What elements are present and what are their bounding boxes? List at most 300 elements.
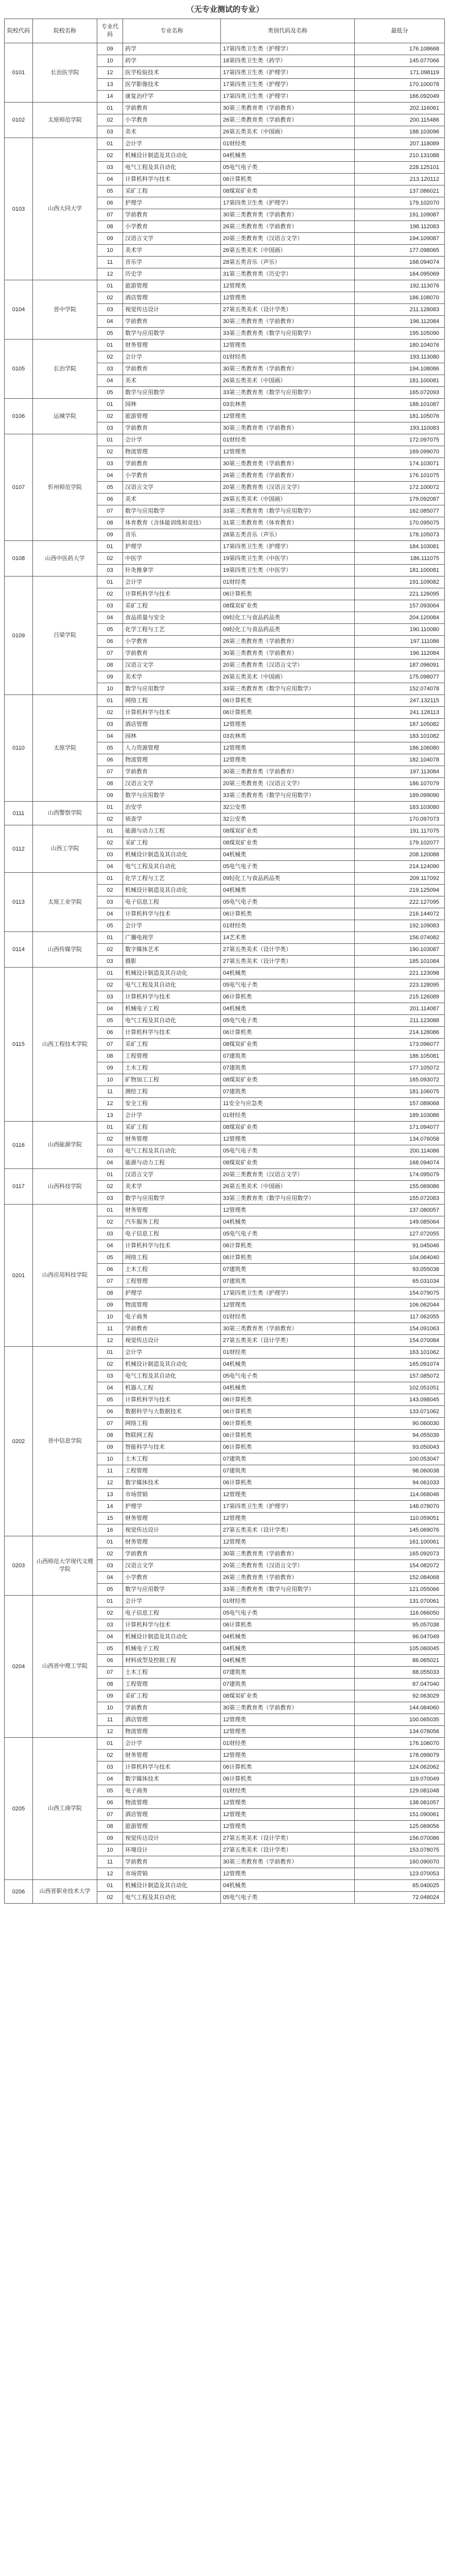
category-cell: 01财经类 xyxy=(221,920,355,932)
major-code-cell: 02 xyxy=(97,707,123,719)
major-code-cell: 02 xyxy=(97,814,123,825)
category-cell: 01财经类 xyxy=(221,1347,355,1359)
category-cell: 27第五类美术（设计学类） xyxy=(221,956,355,968)
major-name-cell: 计算机科学与技术 xyxy=(123,174,221,185)
major-name-cell: 市场营销 xyxy=(123,1489,221,1501)
min-score-cell: 165.091074 xyxy=(355,1359,445,1370)
major-name-cell: 计算机科学与技术 xyxy=(123,908,221,920)
category-cell: 26第五类美术（中国画） xyxy=(221,494,355,505)
major-name-cell: 康复治疗学 xyxy=(123,91,221,103)
min-score-cell: 88.055033 xyxy=(355,1667,445,1679)
school-name-cell: 长治医学院 xyxy=(33,43,97,103)
major-code-cell: 09 xyxy=(97,790,123,802)
major-code-cell: 04 xyxy=(97,375,123,387)
min-score-cell: 154.079075 xyxy=(355,1287,445,1299)
school-code-cell: 0101 xyxy=(5,43,33,103)
min-score-cell: 171.094077 xyxy=(355,1122,445,1133)
major-code-cell: 02 xyxy=(97,1548,123,1560)
min-score-cell: 93.050043 xyxy=(355,1442,445,1453)
major-name-cell: 音乐 xyxy=(123,529,221,541)
header-category: 类别代码及名称 xyxy=(221,19,355,43)
min-score-cell: 173.096077 xyxy=(355,1039,445,1050)
school-code-cell: 0115 xyxy=(5,968,33,1122)
min-score-cell: 200.114086 xyxy=(355,1145,445,1157)
category-cell: 33第三类教育类（数学与应用数学） xyxy=(221,1584,355,1596)
min-score-cell: 185.101084 xyxy=(355,956,445,968)
major-name-cell: 采矿工程 xyxy=(123,1690,221,1702)
major-code-cell: 03 xyxy=(97,600,123,612)
min-score-cell: 195.105090 xyxy=(355,328,445,340)
major-name-cell: 物流管理 xyxy=(123,1797,221,1809)
major-name-cell: 体育教育（含体能训练和竞技） xyxy=(123,517,221,529)
min-score-cell: 200.115486 xyxy=(355,114,445,126)
min-score-cell: 125.069056 xyxy=(355,1821,445,1833)
category-cell: 20第三类教育类（汉语言文学） xyxy=(221,778,355,790)
major-code-cell: 10 xyxy=(97,245,123,257)
min-score-cell: 104.064040 xyxy=(355,1252,445,1264)
min-score-cell: 155.072083 xyxy=(355,1193,445,1205)
table-row xyxy=(5,695,445,707)
major-name-cell: 数学与应用数学 xyxy=(123,387,221,399)
min-score-cell: 96.047049 xyxy=(355,1631,445,1643)
major-name-cell: 电子商务 xyxy=(123,1785,221,1797)
table-row xyxy=(5,968,445,979)
min-score-cell: 170.095075 xyxy=(355,517,445,529)
major-code-cell: 09 xyxy=(97,529,123,541)
major-code-cell: 09 xyxy=(97,1833,123,1844)
major-name-cell: 会计学 xyxy=(123,138,221,150)
category-cell: 30第三类教育类（学前教育） xyxy=(221,1548,355,1560)
major-code-cell: 03 xyxy=(97,849,123,861)
category-cell: 12管理类 xyxy=(221,340,355,351)
category-cell: 17第四类卫生类（护理学） xyxy=(221,67,355,79)
school-code-cell: 0107 xyxy=(5,434,33,541)
school-code-cell: 0203 xyxy=(5,1536,33,1596)
min-score-cell: 151.090061 xyxy=(355,1809,445,1821)
major-name-cell: 美术学 xyxy=(123,671,221,683)
major-code-cell: 04 xyxy=(97,1572,123,1584)
category-cell: 07建筑类 xyxy=(221,1465,355,1477)
min-score-cell: 192.113076 xyxy=(355,280,445,292)
min-score-cell: 98.060038 xyxy=(355,1465,445,1477)
category-cell: 33第三类教育类（数学与应用数学） xyxy=(221,328,355,340)
category-cell: 07建筑类 xyxy=(221,1086,355,1098)
school-name-cell: 山西晋中理工学院 xyxy=(33,1596,97,1738)
major-name-cell: 物流管理 xyxy=(123,446,221,458)
min-score-cell: 164.095069 xyxy=(355,268,445,280)
major-name-cell: 药学 xyxy=(123,55,221,67)
major-name-cell: 汽车服务工程 xyxy=(123,1216,221,1228)
major-code-cell: 01 xyxy=(97,802,123,814)
major-code-cell: 14 xyxy=(97,1501,123,1513)
major-code-cell: 01 xyxy=(97,1169,123,1181)
min-score-cell: 186.107079 xyxy=(355,778,445,790)
major-name-cell: 采矿工程 xyxy=(123,1039,221,1050)
category-cell: 01财经类 xyxy=(221,138,355,150)
major-name-cell: 园林 xyxy=(123,731,221,742)
category-cell: 12管理类 xyxy=(221,1714,355,1726)
major-name-cell: 学前教育 xyxy=(123,1548,221,1560)
category-cell: 12管理类 xyxy=(221,292,355,304)
major-name-cell: 酒店管理 xyxy=(123,1809,221,1821)
category-cell: 01财经类 xyxy=(221,351,355,363)
major-code-cell: 10 xyxy=(97,1311,123,1323)
major-code-cell: 02 xyxy=(97,1133,123,1145)
category-cell: 12管理类 xyxy=(221,754,355,766)
major-name-cell: 视觉传达设计 xyxy=(123,1833,221,1844)
major-name-cell: 视觉传达设计 xyxy=(123,1524,221,1536)
major-name-cell: 园林 xyxy=(123,399,221,411)
min-score-cell: 172.100072 xyxy=(355,482,445,494)
category-cell: 17第四类卫生类（护理学） xyxy=(221,43,355,55)
major-name-cell: 机械设计制造及其自动化 xyxy=(123,849,221,861)
major-name-cell: 数学与应用数学 xyxy=(123,1584,221,1596)
major-name-cell: 工程管理 xyxy=(123,1276,221,1287)
major-code-cell: 05 xyxy=(97,1252,123,1264)
school-code-cell: 0105 xyxy=(5,340,33,399)
header-school-name: 院校名称 xyxy=(33,19,97,43)
category-cell: 20第三类教育类（汉语言文学） xyxy=(221,1560,355,1572)
min-score-cell: 169.099070 xyxy=(355,446,445,458)
major-code-cell: 04 xyxy=(97,1773,123,1785)
major-name-cell: 人力资源管理 xyxy=(123,742,221,754)
min-score-cell: 171.098119 xyxy=(355,67,445,79)
major-code-cell: 02 xyxy=(97,1216,123,1228)
min-score-cell: 157.093064 xyxy=(355,600,445,612)
min-score-cell: 137.080057 xyxy=(355,1205,445,1216)
category-cell: 17第四类卫生类（护理学） xyxy=(221,1287,355,1299)
header-major-name: 专业名称 xyxy=(123,19,221,43)
category-cell: 04机械类 xyxy=(221,1643,355,1655)
table-row xyxy=(5,825,445,837)
category-cell: 30第三类教育类（学前教育） xyxy=(221,458,355,470)
category-cell: 20第三类教育类（汉语言文学） xyxy=(221,659,355,671)
table-row xyxy=(5,1536,445,1548)
min-score-cell: 197.111086 xyxy=(355,636,445,648)
school-name-cell: 山西应用科技学院 xyxy=(33,1205,97,1347)
major-name-cell: 能源与动力工程 xyxy=(123,825,221,837)
min-score-cell: 172.097075 xyxy=(355,434,445,446)
major-code-cell: 05 xyxy=(97,1785,123,1797)
major-code-cell: 15 xyxy=(97,1513,123,1524)
major-code-cell: 02 xyxy=(97,979,123,991)
major-code-cell: 01 xyxy=(97,1880,123,1892)
category-cell: 01财经类 xyxy=(221,434,355,446)
min-score-cell: 179.102077 xyxy=(355,837,445,849)
min-score-cell: 165.092073 xyxy=(355,1548,445,1560)
min-score-cell: 152.084068 xyxy=(355,1572,445,1584)
major-name-cell: 数学与应用数学 xyxy=(123,683,221,695)
category-cell: 33第三类教育类（数学与应用数学） xyxy=(221,683,355,695)
major-name-cell: 小学教育 xyxy=(123,470,221,482)
category-cell: 27第五类美术（设计学类） xyxy=(221,1335,355,1347)
major-code-cell: 03 xyxy=(97,565,123,577)
school-name-cell: 山西警察学院 xyxy=(33,802,97,825)
major-name-cell: 财务管理 xyxy=(123,1536,221,1548)
major-name-cell: 计算机科学与技术 xyxy=(123,1394,221,1406)
major-name-cell: 矿物加工工程 xyxy=(123,1074,221,1086)
major-name-cell: 电气工程及其自动化 xyxy=(123,1370,221,1382)
min-score-cell: 154.091063 xyxy=(355,1323,445,1335)
min-score-cell: 193.110083 xyxy=(355,422,445,434)
school-code-cell: 0205 xyxy=(5,1738,33,1880)
major-code-cell: 06 xyxy=(97,754,123,766)
major-name-cell: 土木工程 xyxy=(123,1667,221,1679)
min-score-cell: 175.098077 xyxy=(355,671,445,683)
min-score-cell: 116.066050 xyxy=(355,1607,445,1619)
category-cell: 03农林类 xyxy=(221,399,355,411)
min-score-cell: 155.069086 xyxy=(355,1181,445,1193)
category-cell: 06计算机类 xyxy=(221,1394,355,1406)
major-name-cell: 土木工程 xyxy=(123,1453,221,1465)
min-score-cell: 166.092049 xyxy=(355,91,445,103)
major-code-cell: 03 xyxy=(97,458,123,470)
major-code-cell: 03 xyxy=(97,1761,123,1773)
category-cell: 17第四类卫生类（护理学） xyxy=(221,197,355,209)
category-cell: 05电气电子类 xyxy=(221,896,355,908)
major-code-cell: 08 xyxy=(97,221,123,233)
min-score-cell: 160.090070 xyxy=(355,1856,445,1868)
major-code-cell: 03 xyxy=(97,126,123,138)
major-code-cell: 01 xyxy=(97,1596,123,1607)
category-cell: 12管理类 xyxy=(221,1868,355,1880)
min-score-cell: 216.144072 xyxy=(355,908,445,920)
min-score-cell: 204.120084 xyxy=(355,612,445,624)
major-name-cell: 市场营销 xyxy=(123,1868,221,1880)
category-cell: 30第三类教育类（学前教育） xyxy=(221,766,355,778)
major-name-cell: 视觉传达设计 xyxy=(123,304,221,316)
min-score-cell: 186.105081 xyxy=(355,1050,445,1062)
major-code-cell: 04 xyxy=(97,612,123,624)
min-score-cell: 154.070084 xyxy=(355,1335,445,1347)
school-name-cell: 吕梁学院 xyxy=(33,577,97,695)
category-cell: 27第五类美术（设计学类） xyxy=(221,944,355,956)
major-name-cell: 会计学 xyxy=(123,577,221,588)
major-code-cell: 01 xyxy=(97,695,123,707)
min-score-cell: 87.047040 xyxy=(355,1679,445,1690)
school-code-cell: 0206 xyxy=(5,1880,33,1904)
min-score-cell: 154.082072 xyxy=(355,1560,445,1572)
category-cell: 06计算机类 xyxy=(221,1418,355,1430)
major-name-cell: 电气工程及其自动化 xyxy=(123,162,221,174)
category-cell: 26第三类教育类（学前教育） xyxy=(221,470,355,482)
category-cell: 30第三类教育类（学前教育） xyxy=(221,316,355,328)
table-row xyxy=(5,1880,445,1892)
major-name-cell: 旅游管理 xyxy=(123,280,221,292)
min-score-cell: 182.104078 xyxy=(355,754,445,766)
category-cell: 04机械类 xyxy=(221,1631,355,1643)
major-code-cell: 02 xyxy=(97,1359,123,1370)
major-code-cell: 06 xyxy=(97,197,123,209)
min-score-cell: 211.128083 xyxy=(355,304,445,316)
major-code-cell: 01 xyxy=(97,577,123,588)
table-body xyxy=(5,43,445,1904)
category-cell: 08煤炭矿业类 xyxy=(221,1122,355,1133)
header-min-score: 最低分 xyxy=(355,19,445,43)
category-cell: 06计算机类 xyxy=(221,1761,355,1773)
category-cell: 05电气电子类 xyxy=(221,1228,355,1240)
category-cell: 30第三类教育类（学前教育） xyxy=(221,1856,355,1868)
min-score-cell: 179.102070 xyxy=(355,197,445,209)
major-code-cell: 10 xyxy=(97,683,123,695)
category-cell: 04机械类 xyxy=(221,885,355,896)
category-cell: 07建筑类 xyxy=(221,1062,355,1074)
min-score-cell: 181.106075 xyxy=(355,1086,445,1098)
major-name-cell: 会计学 xyxy=(123,1110,221,1122)
category-cell: 08煤炭矿业类 xyxy=(221,825,355,837)
min-score-cell: 163.101062 xyxy=(355,1347,445,1359)
major-name-cell: 药学 xyxy=(123,43,221,55)
min-score-cell: 194.109087 xyxy=(355,233,445,245)
min-score-cell: 198.112083 xyxy=(355,221,445,233)
category-cell: 07建筑类 xyxy=(221,1276,355,1287)
major-name-cell: 酒店管理 xyxy=(123,292,221,304)
min-score-cell: 178.105073 xyxy=(355,529,445,541)
min-score-cell: 131.070061 xyxy=(355,1596,445,1607)
major-code-cell: 01 xyxy=(97,340,123,351)
category-cell: 12管理类 xyxy=(221,1797,355,1809)
table-row xyxy=(5,340,445,351)
min-score-cell: 114.068046 xyxy=(355,1489,445,1501)
category-cell: 12管理类 xyxy=(221,1513,355,1524)
min-score-cell: 157.085072 xyxy=(355,1370,445,1382)
school-code-cell: 0117 xyxy=(5,1169,33,1205)
category-cell: 06计算机类 xyxy=(221,695,355,707)
header-school-code: 院校代码 xyxy=(5,19,33,43)
category-cell: 06计算机类 xyxy=(221,588,355,600)
category-cell: 08煤炭矿业类 xyxy=(221,1690,355,1702)
category-cell: 12管理类 xyxy=(221,1299,355,1311)
major-name-cell: 电气工程及其自动化 xyxy=(123,1892,221,1904)
category-cell: 30第三类教育类（学前教育） xyxy=(221,1323,355,1335)
min-score-cell: 124.062062 xyxy=(355,1761,445,1773)
major-name-cell: 学前教育 xyxy=(123,1323,221,1335)
min-score-cell: 117.062055 xyxy=(355,1311,445,1323)
category-cell: 12管理类 xyxy=(221,742,355,754)
min-score-cell: 213.120112 xyxy=(355,174,445,185)
min-score-cell: 93.055038 xyxy=(355,1264,445,1276)
min-score-cell: 176.108668 xyxy=(355,43,445,55)
major-name-cell: 智能科学与技术 xyxy=(123,1442,221,1453)
major-name-cell: 物流管理 xyxy=(123,754,221,766)
min-score-cell: 191.109082 xyxy=(355,577,445,588)
category-cell: 07建筑类 xyxy=(221,1453,355,1465)
category-cell: 07建筑类 xyxy=(221,1050,355,1062)
score-table xyxy=(4,19,445,1904)
school-name-cell: 山西工商学院 xyxy=(33,1738,97,1880)
major-name-cell: 历史学 xyxy=(123,268,221,280)
major-code-cell: 05 xyxy=(97,387,123,399)
major-code-cell: 10 xyxy=(97,1453,123,1465)
school-name-cell: 山西大同大学 xyxy=(33,138,97,280)
category-cell: 08煤炭矿业类 xyxy=(221,185,355,197)
major-name-cell: 机械设计制造及其自动化 xyxy=(123,150,221,162)
major-code-cell: 01 xyxy=(97,1347,123,1359)
min-score-cell: 94.061033 xyxy=(355,1477,445,1489)
major-code-cell: 01 xyxy=(97,1738,123,1750)
min-score-cell: 190.110080 xyxy=(355,624,445,636)
min-score-cell: 196.112084 xyxy=(355,648,445,659)
category-cell: 08煤炭矿业类 xyxy=(221,837,355,849)
major-code-cell: 02 xyxy=(97,944,123,956)
category-cell: 26第五类美术（中国画） xyxy=(221,1181,355,1193)
major-name-cell: 美术 xyxy=(123,126,221,138)
major-name-cell: 护理学 xyxy=(123,541,221,553)
min-score-cell: 137.086021 xyxy=(355,185,445,197)
category-cell: 12管理类 xyxy=(221,1536,355,1548)
table-row xyxy=(5,1169,445,1181)
category-cell: 30第三类教育类（学前教育） xyxy=(221,648,355,659)
category-cell: 17第四类卫生类（护理学） xyxy=(221,91,355,103)
major-code-cell: 10 xyxy=(97,1702,123,1714)
table-row xyxy=(5,1738,445,1750)
school-name-cell: 山西中医药大学 xyxy=(33,541,97,577)
category-cell: 26第三类教育类（学前教育） xyxy=(221,221,355,233)
category-cell: 32公安类 xyxy=(221,814,355,825)
category-cell: 12管理类 xyxy=(221,1821,355,1833)
major-code-cell: 06 xyxy=(97,636,123,648)
major-name-cell: 计算机科学与技术 xyxy=(123,707,221,719)
category-cell: 28第五类音乐（声乐） xyxy=(221,257,355,268)
school-code-cell: 0204 xyxy=(5,1596,33,1738)
table-row xyxy=(5,1122,445,1133)
table-row xyxy=(5,1347,445,1359)
major-name-cell: 中医学 xyxy=(123,553,221,565)
major-name-cell: 工程管理 xyxy=(123,1679,221,1690)
table-row xyxy=(5,932,445,944)
major-code-cell: 01 xyxy=(97,825,123,837)
category-cell: 14艺术类 xyxy=(221,932,355,944)
min-score-cell: 210.131088 xyxy=(355,150,445,162)
min-score-cell: 214.128086 xyxy=(355,1027,445,1039)
major-code-cell: 07 xyxy=(97,648,123,659)
major-code-cell: 09 xyxy=(97,1442,123,1453)
major-name-cell: 数学与应用数学 xyxy=(123,790,221,802)
category-cell: 12管理类 xyxy=(221,411,355,422)
min-score-cell: 181.105076 xyxy=(355,411,445,422)
major-name-cell: 美术 xyxy=(123,375,221,387)
min-score-cell: 180.104076 xyxy=(355,340,445,351)
school-name-cell: 山西工程技术学院 xyxy=(33,968,97,1122)
major-code-cell: 01 xyxy=(97,434,123,446)
category-cell: 06计算机类 xyxy=(221,1773,355,1785)
min-score-cell: 92.063029 xyxy=(355,1690,445,1702)
major-name-cell: 机械设计制造及其自动化 xyxy=(123,885,221,896)
major-code-cell: 08 xyxy=(97,1430,123,1442)
school-name-cell: 山西晋职业技术大学 xyxy=(33,1880,97,1904)
min-score-cell: 110.059051 xyxy=(355,1513,445,1524)
category-cell: 30第三类教育类（学前教育） xyxy=(221,209,355,221)
major-code-cell: 12 xyxy=(97,1726,123,1738)
major-code-cell: 03 xyxy=(97,1619,123,1631)
min-score-cell: 134.078056 xyxy=(355,1726,445,1738)
min-score-cell: 228.125101 xyxy=(355,162,445,174)
major-name-cell: 摄影 xyxy=(123,956,221,968)
table-row xyxy=(5,103,445,114)
min-score-cell: 223.128095 xyxy=(355,979,445,991)
min-score-cell: 193.113080 xyxy=(355,351,445,363)
min-score-cell: 168.094074 xyxy=(355,1157,445,1169)
min-score-cell: 174.103071 xyxy=(355,458,445,470)
major-code-cell: 03 xyxy=(97,1228,123,1240)
school-code-cell: 0113 xyxy=(5,873,33,932)
major-code-cell: 07 xyxy=(97,1667,123,1679)
category-cell: 26第三类教育类（学前教育） xyxy=(221,636,355,648)
category-cell: 12管理类 xyxy=(221,1489,355,1501)
category-cell: 12管理类 xyxy=(221,1726,355,1738)
category-cell: 06计算机类 xyxy=(221,1430,355,1442)
major-code-cell: 12 xyxy=(97,1868,123,1880)
